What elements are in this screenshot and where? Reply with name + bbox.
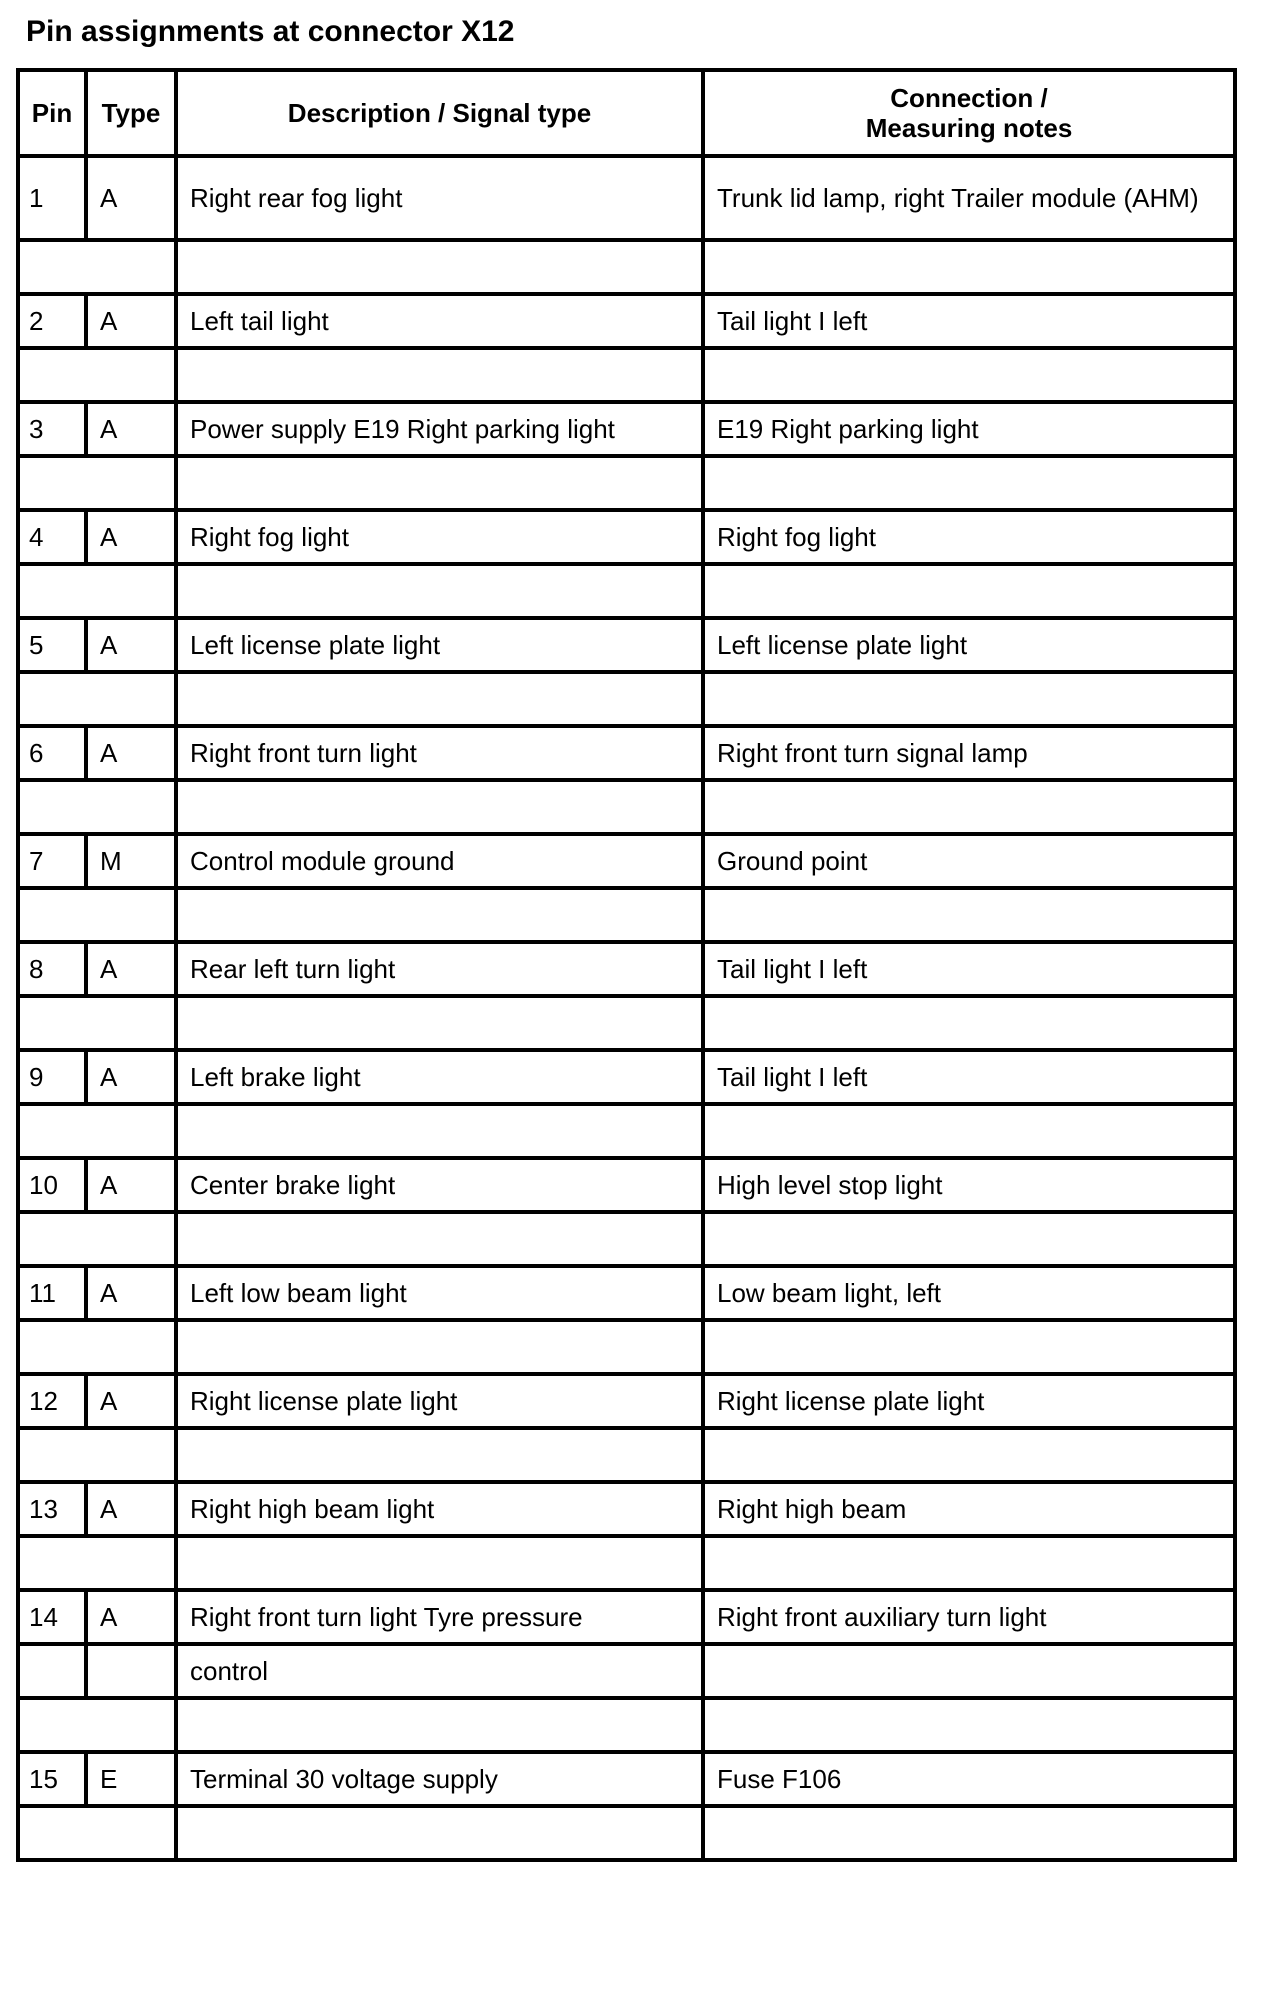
type-cell: E	[86, 1752, 176, 1806]
description-cell: Right rear fog light	[176, 156, 703, 240]
type-cell: A	[86, 726, 176, 780]
connection-cell: Fuse F106	[703, 1752, 1235, 1806]
spacer-row	[18, 1698, 1235, 1752]
pin-cell: 4	[18, 510, 86, 564]
pin-cell: 1	[18, 156, 86, 240]
connection-cell: Right front auxiliary turn light	[703, 1590, 1235, 1644]
table-row	[18, 1590, 1235, 1644]
spacer-row	[18, 1320, 1235, 1374]
spacer-row	[18, 564, 1235, 618]
table-row	[18, 1482, 1235, 1536]
type-cell: A	[86, 510, 176, 564]
page-title: Pin assignments at connector X12	[26, 15, 515, 48]
pin-cell: 9	[18, 1050, 86, 1104]
description-cell: Center brake light	[176, 1158, 703, 1212]
spacer-row	[18, 888, 1235, 942]
connection-cell: Tail light I left	[703, 294, 1235, 348]
spacer-row	[18, 780, 1235, 834]
table-row	[18, 1752, 1235, 1806]
spacer-row	[18, 1428, 1235, 1482]
type-cell: A	[86, 618, 176, 672]
pin-cell: 11	[18, 1266, 86, 1320]
pin-cell: 13	[18, 1482, 86, 1536]
pin-cell: 8	[18, 942, 86, 996]
spacer-row	[18, 1212, 1235, 1266]
pin-cell: 15	[18, 1752, 86, 1806]
spacer-row	[18, 348, 1235, 402]
type-cell: A	[86, 1482, 176, 1536]
pin-cell: 14	[18, 1590, 86, 1644]
header-description: Description / Signal type	[176, 70, 703, 156]
table-row	[18, 402, 1235, 456]
type-cell: A	[86, 1050, 176, 1104]
type-cell: A	[86, 402, 176, 456]
spacer-row	[18, 240, 1235, 294]
table-row-continuation	[18, 1644, 1235, 1698]
connection-cell: Right front turn signal lamp	[703, 726, 1235, 780]
header-connection-line2: Measuring notes	[865, 113, 1073, 143]
spacer-row	[18, 1806, 1235, 1860]
connection-cell: Right high beam	[703, 1482, 1235, 1536]
pin-cell: 12	[18, 1374, 86, 1428]
description-cell: Control module ground	[176, 834, 703, 888]
header-connection-line1: Connection /	[890, 83, 1048, 113]
description-cell: Power supply E19 Right parking light	[176, 402, 703, 456]
description-cell: Rear left turn light	[176, 942, 703, 996]
connection-cell: Tail light I left	[703, 1050, 1235, 1104]
table-row	[18, 942, 1235, 996]
type-cell: A	[86, 1374, 176, 1428]
pin-cell: 6	[18, 726, 86, 780]
connection-cell: Low beam light, left	[703, 1266, 1235, 1320]
pin-cell: 7	[18, 834, 86, 888]
description-cell: Left license plate light	[176, 618, 703, 672]
pin-cell: 3	[18, 402, 86, 456]
pin-cell: 10	[18, 1158, 86, 1212]
type-cell: A	[86, 1266, 176, 1320]
description-cell: Right front turn light	[176, 726, 703, 780]
table-header-row	[18, 70, 1235, 156]
connection-cell: Ground point	[703, 834, 1235, 888]
type-cell: A	[86, 1158, 176, 1212]
table-row	[18, 1374, 1235, 1428]
table-row	[18, 834, 1235, 888]
type-cell: A	[86, 942, 176, 996]
table-row	[18, 726, 1235, 780]
connection-cell: E19 Right parking light	[703, 402, 1235, 456]
description-cell: Left brake light	[176, 1050, 703, 1104]
header-pin: Pin	[18, 70, 86, 156]
description-cell: Right front turn light Tyre pressure	[176, 1590, 703, 1644]
table-row	[18, 618, 1235, 672]
connection-cell: High level stop light	[703, 1158, 1235, 1212]
spacer-row	[18, 1536, 1235, 1590]
description-cell: Left tail light	[176, 294, 703, 348]
connection-cell: Right fog light	[703, 510, 1235, 564]
description-cell: Right fog light	[176, 510, 703, 564]
pin-cell: 5	[18, 618, 86, 672]
description-continuation-cell: control	[176, 1644, 703, 1698]
spacer-row	[18, 456, 1235, 510]
spacer-row	[18, 1104, 1235, 1158]
table-row	[18, 1266, 1235, 1320]
type-cell: A	[86, 294, 176, 348]
table-row	[18, 1050, 1235, 1104]
type-cell: A	[86, 156, 176, 240]
table-row	[18, 294, 1235, 348]
pin-assignment-table	[16, 68, 1237, 1862]
spacer-row	[18, 996, 1235, 1050]
description-cell: Right license plate light	[176, 1374, 703, 1428]
table-row	[18, 156, 1235, 240]
connection-cell: Tail light I left	[703, 942, 1235, 996]
connection-cell: Trunk lid lamp, right Trailer module (AHM)	[703, 156, 1235, 240]
type-cell: M	[86, 834, 176, 888]
spacer-row	[18, 672, 1235, 726]
header-type: Type	[86, 70, 176, 156]
pin-cell: 2	[18, 294, 86, 348]
description-cell: Left low beam light	[176, 1266, 703, 1320]
table-body	[18, 156, 1235, 1860]
connection-cell: Left license plate light	[703, 618, 1235, 672]
table-row	[18, 510, 1235, 564]
header-connection	[703, 70, 1235, 156]
table-row	[18, 1158, 1235, 1212]
description-cell: Right high beam light	[176, 1482, 703, 1536]
type-cell: A	[86, 1590, 176, 1644]
connection-cell: Right license plate light	[703, 1374, 1235, 1428]
description-cell: Terminal 30 voltage supply	[176, 1752, 703, 1806]
